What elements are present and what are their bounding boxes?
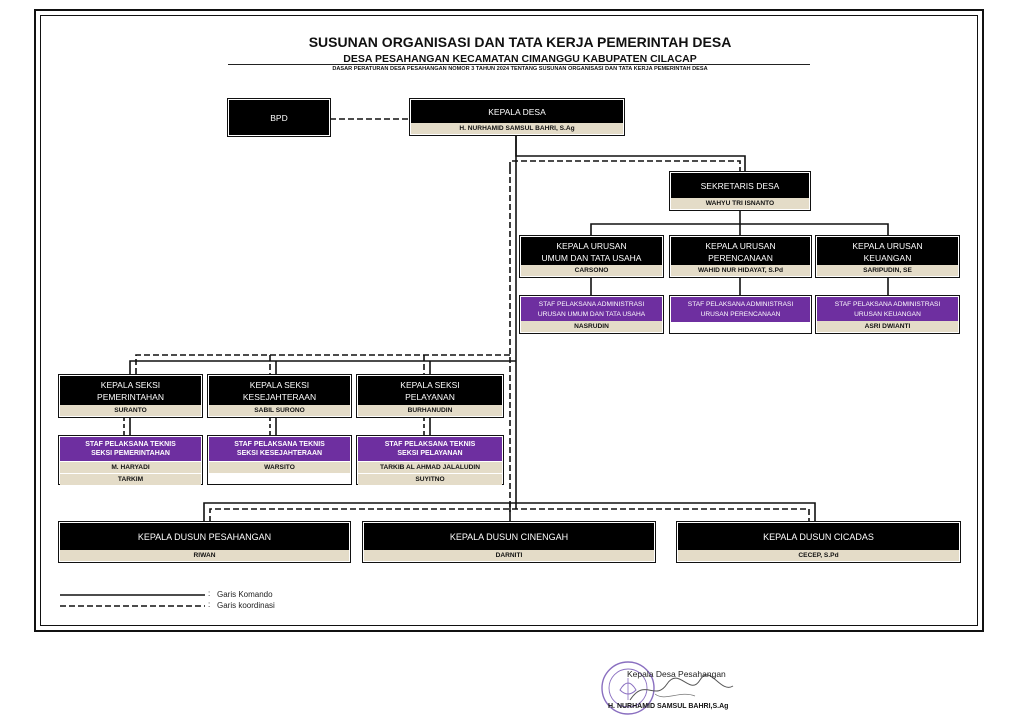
kadus-cicadas-title: KEPALA DUSUN CICADAS	[678, 523, 959, 551]
staf-umum-title-line2: URUSAN UMUM DAN TATA USAHA	[537, 310, 646, 318]
kadus-cicadas-name: CECEP, S.Pd	[678, 550, 959, 561]
staf-umum-name: NASRUDIN	[521, 321, 662, 332]
kaur-keuangan-title	[817, 237, 958, 266]
staf-kesejahteraan-name1: WARSITO	[209, 462, 350, 473]
signature-title: Kepala Desa Pesahangan	[627, 669, 726, 679]
kasi-pemerintahan-title-line1: KEPALA SEKSI	[100, 379, 161, 390]
legend-solid-label: Garis Komando	[217, 590, 273, 599]
page-title: SUSUNAN ORGANISASI DAN TATA KERJA PEMERINTAH DESA	[308, 34, 732, 50]
kaur-keuangan-name: SARIPUDIN, SE	[817, 265, 958, 276]
kadus-pesahangan-box	[58, 521, 351, 563]
staf-pelayanan-title	[358, 437, 502, 461]
kaur-umum-title-line2: UMUM DAN TATA USAHA	[541, 252, 642, 263]
staf-keuangan-name: ASRI DWIANTI	[817, 321, 958, 332]
staf-umum-title-line1: STAF PELAKSANA ADMINISTRASI	[538, 300, 645, 308]
kasi-kesejahteraan-title	[209, 376, 350, 405]
staf-kesejahteraan-title-line1: STAF PELAKSANA TEKNIS	[234, 441, 325, 448]
kepala-desa-title: KEPALA DESA	[411, 100, 623, 123]
command-line-sekdes	[516, 135, 745, 172]
command-line-seksi	[130, 361, 516, 375]
legend-dashed-prefix: :	[208, 600, 211, 609]
staf-pemerintahan-title-line1: STAF PELAKSANA TEKNIS	[85, 441, 176, 448]
staf-pemerintahan-name2: TARKIM	[60, 474, 201, 485]
kadus-pesahangan-name: RIWAN	[60, 550, 349, 561]
staf-perencanaan-box	[669, 295, 812, 334]
kadus-cinengah-name: DARNITI	[364, 550, 654, 561]
kaur-perencanaan-title	[671, 237, 810, 266]
staf-kesejahteraan-box	[207, 435, 352, 485]
kaur-perencanaan-title-line2: PERENCANAAN	[708, 252, 773, 263]
sekretaris-title: SEKRETARIS DESA	[671, 173, 809, 199]
sekretaris-name: WAHYU TRI ISNANTO	[671, 198, 809, 209]
staf-pelayanan-title-line2: SEKSI PELAYANAN	[397, 450, 463, 457]
kaur-keuangan-title-line1: KEPALA URUSAN	[852, 240, 923, 251]
kadus-cinengah-title: KEPALA DUSUN CINENGAH	[364, 523, 654, 551]
staf-keuangan-box	[815, 295, 960, 334]
staf-kesejahteraan-title	[209, 437, 350, 461]
kasi-pelayanan-name: BURHANUDIN	[358, 405, 502, 416]
kasi-pemerintahan-name: SURANTO	[60, 405, 201, 416]
kaur-umum-title	[521, 237, 662, 266]
kasi-kesejahteraan-name: SABIL SURONO	[209, 405, 350, 416]
kasi-pelayanan-title-line1: KEPALA SEKSI	[400, 379, 460, 390]
staf-keuangan-title	[817, 297, 958, 322]
staf-pelayanan-box	[356, 435, 504, 485]
staf-umum-box	[519, 295, 664, 334]
staf-kesejahteraan-title-line2: SEKSI KESEJAHTERAAN	[236, 450, 323, 457]
staf-umum-title	[521, 297, 662, 322]
kadus-cicadas-box	[676, 521, 961, 563]
staf-pemerintahan-title-line2: SEKSI PEMERINTAHAN	[91, 450, 170, 457]
kasi-pemerintahan-title	[60, 376, 201, 405]
kasi-kesejahteraan-title-line1: KEPALA SEKSI	[249, 379, 310, 390]
kasi-pelayanan-title	[358, 376, 502, 405]
kasi-pelayanan-title-line2: PELAYANAN	[405, 391, 455, 402]
staf-keuangan-title-line1: STAF PELAKSANA ADMINISTRASI	[834, 300, 941, 308]
sekretaris-box	[669, 171, 811, 211]
regulation-basis: DASAR PERATURAN DESA PESAHANGAN NOMOR 3 TAHUN 2024 TENTANG SUSUNAN ORGANISASI DAN TATA KERJA PEMERINTAH DESA	[332, 66, 708, 72]
staf-pelayanan-title-line1: STAF PELAKSANA TEKNIS	[384, 441, 476, 448]
kepala-desa-box	[409, 98, 625, 136]
staf-keuangan-title-line2: URUSAN KEUANGAN	[854, 310, 921, 318]
staf-pemerintahan-name1: M. HARYADI	[60, 462, 201, 473]
staf-perencanaan-title	[671, 297, 810, 322]
kaur-umum-name: CARSONO	[521, 265, 662, 276]
signature-name: H. NURHAMID SAMSUL BAHRI,S.Ag	[608, 703, 729, 710]
kasi-pemerintahan-box	[58, 374, 203, 418]
kasi-kesejahteraan-title-line2: KESEJAHTERAAN	[242, 391, 317, 402]
kadus-pesahangan-title: KEPALA DUSUN PESAHANGAN	[60, 523, 349, 551]
kasi-pelayanan-box	[356, 374, 504, 418]
staf-pelayanan-name2: SUYITNO	[358, 474, 502, 485]
staf-perencanaan-title-line2: URUSAN PERENCANAAN	[700, 310, 781, 318]
staf-pemerintahan-box	[58, 435, 203, 485]
kasi-kesejahteraan-box	[207, 374, 352, 418]
bpd-box	[227, 98, 331, 137]
kaur-perencanaan-title-line1: KEPALA URUSAN	[705, 240, 776, 251]
kaur-keuangan-box	[815, 235, 960, 278]
kadus-cinengah-box	[362, 521, 656, 563]
staf-pemerintahan-title	[60, 437, 201, 461]
kepala-desa-name: H. NURHAMID SAMSUL BAHRI, S.Ag	[411, 123, 623, 134]
kasi-pemerintahan-title-line2: PEMERINTAHAN	[97, 391, 164, 402]
bpd-title: BPD	[229, 100, 329, 135]
staf-pelayanan-name1: TARKIB AL AHMAD JALALUDIN	[358, 462, 502, 473]
kaur-keuangan-title-line2: KEUANGAN	[863, 252, 912, 263]
kaur-perencanaan-name: WAHID NUR HIDAYAT, S.Pd	[671, 265, 810, 276]
kaur-perencanaan-box	[669, 235, 812, 278]
kaur-umum-box	[519, 235, 664, 278]
coord-line-seksi	[136, 355, 510, 375]
legend-solid-prefix: :	[208, 589, 211, 598]
staf-perencanaan-title-line1: STAF PELAKSANA ADMINISTRASI	[687, 300, 794, 308]
kaur-umum-title-line1: KEPALA URUSAN	[556, 240, 627, 251]
legend-dashed-label: Garis koordinasi	[217, 601, 275, 610]
page-subtitle: DESA PESAHANGAN KECAMATAN CIMANGGU KABUPATEN CILACAP	[343, 53, 697, 65]
